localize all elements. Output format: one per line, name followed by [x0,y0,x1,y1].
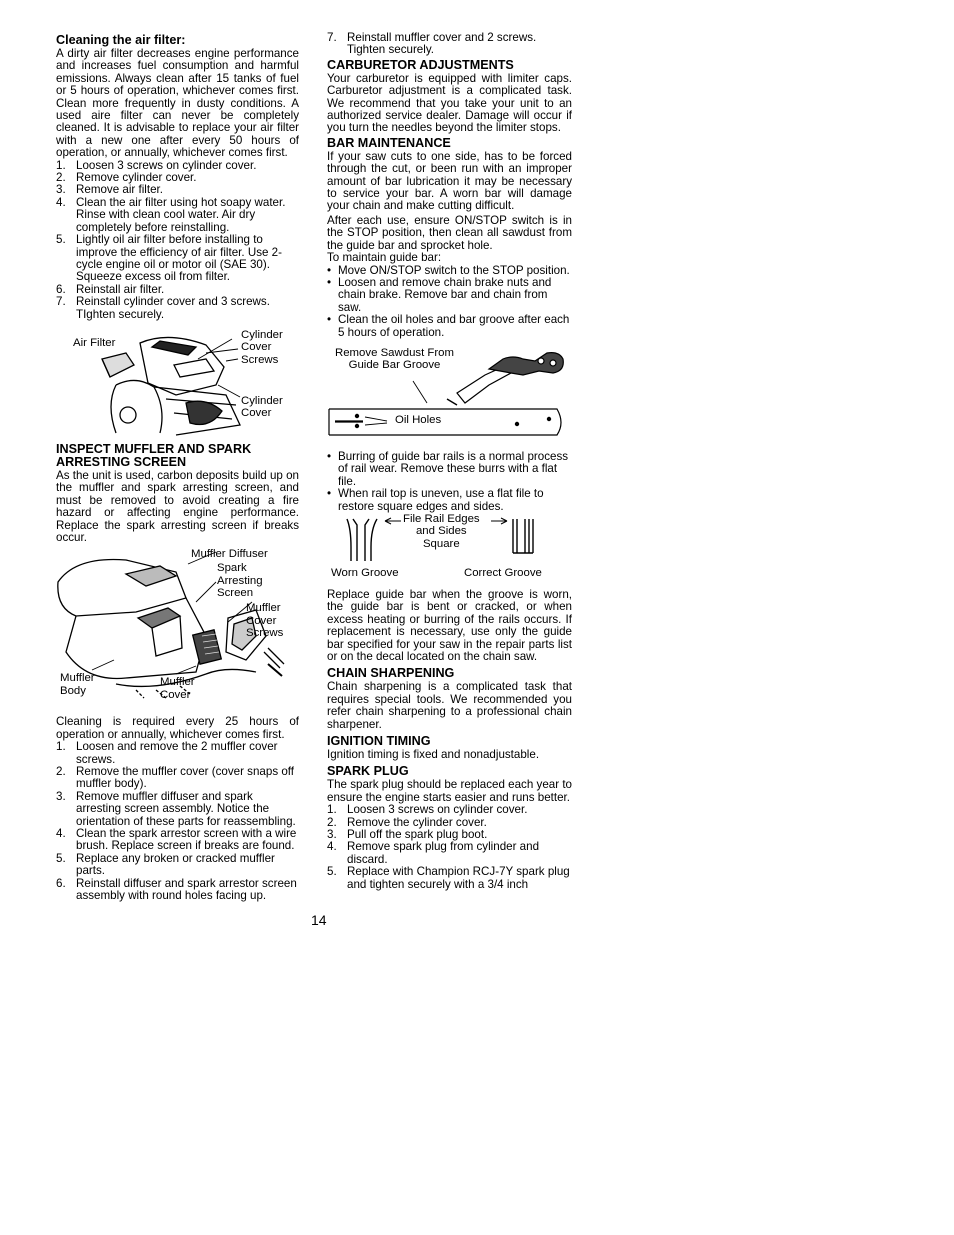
list-item: 7. Reinstall muffler cover and 2 screws. Tighten securely. [327,31,537,57]
chain-sharpening-heading: CHAIN SHARPENING [327,666,455,681]
burring-bullets [327,451,572,513]
label-cylinder-cover-screws: Cylinder Cover Screws [241,328,283,366]
bullet-item: • Burring of guide bar rails is a normal process of rail wear. Remove these burrs with a flat file. [327,451,572,488]
carburetor-body: Your carburetor is equipped with limiter caps. Carburetor adjustment is a complicated task. We recommend that you take your unit to an authorized service dealer. Damage will occur if you turn the needles beyond the limiter stops. [327,71,572,135]
list-item: 3. Pull off the spark plug boot. [327,828,488,842]
right-column [327,32,572,891]
replace-guide-bar: Replace guide bar when the groove is worn, the guide bar is bent or cracked, or when excess heating or burring of the rails occurs. If replacement is necessary, use only the guide bar specified for your saw in the repair parts list or on the decal located on the chain saw. [327,587,572,663]
bar-paragraph-1: If your saw cuts to one side, has to be forced through the cut, or been run with an improper amount of bar lubrication it may be necessary to service your bar. A worn bar will damage your chain and make cutting difficult. [327,149,572,213]
label-spark-arresting-screen: Spark Arresting Screen [217,562,263,600]
groove-figure [327,512,572,585]
list-item: 6. Reinstall diffuser and spark arrestor screen assembly with round holes facing up. [56,876,297,903]
muffler-intro: As the unit is used, carbon deposits build up on the muffler and spark arresting screen, and must be removed to avoid creating a fire hazard or affecting engine performance. Replace the spark arresting screen if breaks occur. [56,468,299,544]
air-filter-steps [56,160,299,321]
muffler-heading: INSPECT MUFFLER AND SPARK ARRESTING SCREEN [56,441,252,469]
list-item: 4. Clean the air filter using hot soapy water. Rinse with clean cool water. Air dry completely before reinstalling. [56,195,286,234]
label-correct-groove: Correct Groove [464,566,542,579]
list-item: 2. Remove cylinder cover. [56,171,197,185]
list-item: 1. Loosen and remove the 2 muffler cover screws. [56,740,278,766]
list-item: 2. Remove the cylinder cover. [327,815,487,829]
ignition-timing-heading: IGNITION TIMING [327,734,431,749]
list-item: 6. Reinstall air filter. [56,282,165,296]
list-item: 5. Replace any broken or cracked muffler parts. [56,851,275,878]
spark-plug-steps [327,804,572,891]
spark-plug-heading: SPARK PLUG [327,764,409,779]
page-number: 14 [311,912,327,928]
list-item: 5. Replace with Champion RCJ-7Y spark plug and tighten securely with a 3/4 inch [327,865,570,891]
list-item: 3. Remove muffler diffuser and spark arresting screen assembly. Notice the orientation of these parts for reassembling. [56,789,296,828]
bullet-item: • Loosen and remove chain brake nuts and chain brake. Remove bar and chain from saw. [327,277,572,314]
bar-paragraph-2: After each use, ensure ON/STOP switch is in the STOP position, then clean all sawdust from the guide bar and sprocket hole. [327,213,572,252]
list-item: 5. Lightly oil air filter before installing to improve the efficiency of air filter. Use 2-cycle engine oil or motor oil (SAE 30). Squeeze excess oil from filter. [56,233,282,284]
label-air-filter: Air Filter [73,336,116,349]
bullet-item: • Move ON/STOP switch to the STOP position. [327,265,572,277]
bullet-item: • Clean the oil holes and bar groove after each 5 hours of operation. [327,314,572,339]
muffler-cleaning-note: Cleaning is required every 25 hours of operation or annually, whichever comes first. [56,715,299,741]
label-muffler-body: Muffler Body [60,672,95,697]
bar-maintenance-heading: BAR MAINTENANCE [327,135,451,150]
bar-bullets [327,265,572,339]
list-item: 1. Loosen 3 screws on cylinder cover. [327,803,528,817]
chain-sharpening-body: Chain sharpening is a complicated task that requires special tools. We recommended you refer chain sharpening to a professional chain sharpener. [327,680,572,731]
label-remove-sawdust: Remove Sawdust From Guide Bar Groove [335,346,455,372]
bullet-item: • When rail top is uneven, use a flat file to restore square edges and sides. [327,488,572,513]
label-file-rail-edges: File Rail Edges and Sides Square [403,512,480,550]
air-filter-heading: Cleaning the air filter: [56,33,186,47]
muffler-step-7 [327,32,572,57]
list-item: 4. Clean the spark arrestor screen with a wire brush. Replace screen if breaks are found. [56,827,297,853]
label-muffler-diffuser: Muffler Diffuser [191,548,268,561]
label-worn-groove: Worn Groove [331,566,399,579]
ignition-timing-body: Ignition timing is fixed and nonadjustable. [327,748,540,762]
list-item: 1. Loosen 3 screws on cylinder cover. [56,158,257,172]
list-item: 4. Remove spark plug from cylinder and discard. [327,840,540,866]
air-filter-figure [56,325,299,437]
bar-paragraph-3: To maintain guide bar: [327,251,442,265]
list-item: 2. Remove the muffler cover (cover snaps off muffler body). [56,765,295,791]
label-muffler-cover: Muffler Cover [160,676,195,701]
spark-plug-body: The spark plug should be replaced each year to ensure the engine starts easier and runs better. [327,778,572,804]
label-cylinder-cover: Cylinder Cover [241,394,283,420]
label-oil-holes: Oil Holes [395,413,442,426]
muffler-steps [56,741,299,902]
carburetor-heading: CARBURETOR ADJUSTMENTS [327,57,514,72]
list-item: 3. Remove air filter. [56,183,163,197]
air-filter-intro: A dirty air filter decreases engine performance and increases fuel consumption and harmful emissions. Always clean after 15 tanks of fuel or 5 hours of operation, whichever comes first. Clean more frequently in dusty conditions. A used aire filter can never be completely cleaned. It is advisable to replace your air filter with a new one after every 50 hours of operation, or annually, whichever comes first. [56,47,299,160]
left-column [56,32,299,902]
list-item: 7. Reinstall cylinder cover and 3 screws. TIghten securely. [56,295,270,321]
guide-bar-figure [327,345,572,447]
label-muffler-cover-screws: Muffler Cover Screws [246,602,284,640]
muffler-figure [56,548,299,712]
